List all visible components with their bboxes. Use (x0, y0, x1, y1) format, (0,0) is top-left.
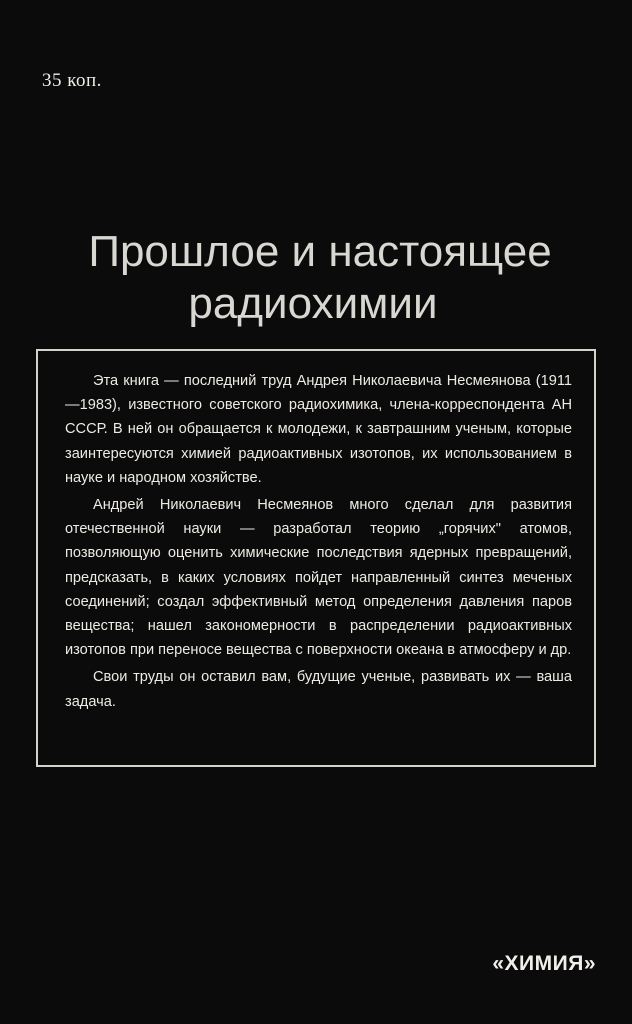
annotation-paragraph-2: Андрей Николаевич Несмеянов много сделал для развития отечественной науки — разработал теорию „горячих" атомов, позволяющую оценить химические последствия ядерных превращений, предсказать, в каких условиях пойдет направленный синтез меченых соединений; создал эффективный метод определения давления паров вещества; нашел закономерности в распределении радиоактивных изотопов при переносе вещества с поверхности океана в атмосферу и др. (65, 497, 572, 659)
book-title (0, 226, 632, 330)
book-title-line-1: Прошлое и настоящее (88, 227, 552, 276)
book-title-line-2: радиохимии (188, 279, 438, 328)
price-label: 35 коп. (42, 70, 102, 91)
annotation-paragraph-3: Свои труды он оставил вам, будущие ученые, развивать их — ваша задача. (65, 669, 572, 710)
publisher-name: «ХИМИЯ» (492, 952, 596, 975)
annotation-box (36, 349, 596, 767)
annotation-paragraph-1: Эта книга — последний труд Андрея Николаевича Несмеянова (1911—1983), известного советского радиохимика, члена-корреспондента АН СССР. В ней он обращается к молодежи, к завтрашним ученым, которые заинтересуются химией радиоактивных изотопов, их использованием в науке и народном хозяйстве. (65, 373, 572, 486)
